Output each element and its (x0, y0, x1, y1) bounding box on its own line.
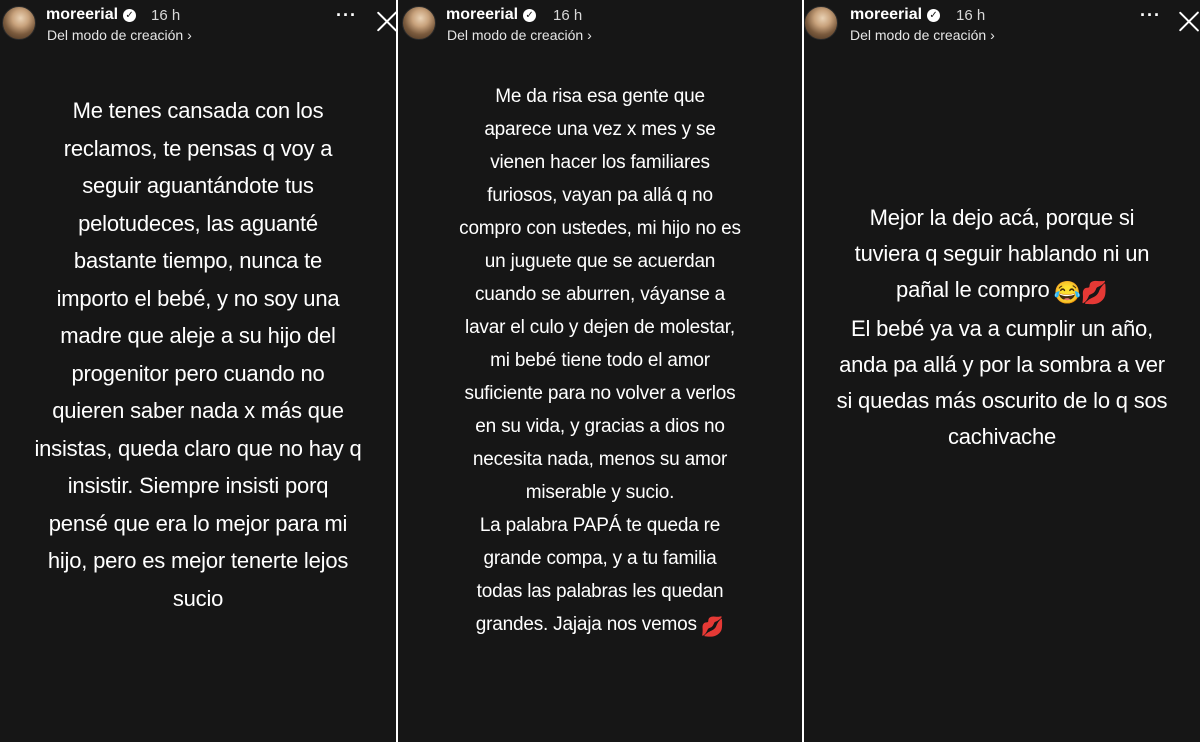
verified-badge-icon: ✓ (927, 9, 940, 22)
story-text (810, 200, 1194, 455)
story-line: un juguete que se acuerdan (484, 251, 716, 272)
story-line: furiosos, vayan pa allá q no (487, 185, 713, 206)
verified-badge-icon: ✓ (123, 9, 136, 22)
username-text[interactable]: moreerial (46, 6, 119, 23)
story-line: vienen hacer los familiares (490, 152, 710, 173)
story-line: si quedas más oscurito de lo q sos (836, 388, 1168, 413)
more-options-icon[interactable]: ··· (336, 5, 357, 25)
username[interactable] (850, 6, 940, 24)
story-line: compro con ustedes, mi hijo no es (459, 218, 741, 239)
close-icon[interactable] (1178, 10, 1200, 32)
username-text[interactable]: moreerial (850, 6, 923, 23)
story-line: bastante tiempo, nunca te (73, 248, 323, 273)
story-line-last (404, 608, 796, 644)
story-line: El bebé ya va a cumplir un año, (851, 316, 1153, 341)
story-line: mi bebé tiene todo el amor (490, 350, 710, 371)
story-line: Me da risa esa gente que (495, 86, 705, 107)
creation-mode-link[interactable]: Del modo de creación › (447, 27, 592, 43)
story-line: lavar el culo y dejen de molestar, (465, 317, 735, 338)
post-time: 16 h (151, 7, 181, 24)
kiss-lips-icon: 💋 (700, 617, 725, 638)
story-line: en su vida, y gracias a dios no (475, 416, 725, 437)
story-line: importo el bebé, y no soy una (56, 285, 340, 311)
post-time: 16 h (956, 7, 986, 24)
story-line: progenitor pero cuando no (71, 360, 325, 386)
verified-badge-icon: ✓ (523, 9, 536, 22)
story-line: cuando se aburren, váyanse a (474, 284, 726, 305)
username[interactable] (46, 6, 136, 24)
story-line: reclamos, te pensas q voy a (63, 135, 333, 161)
avatar[interactable] (402, 6, 436, 40)
avatar[interactable] (804, 6, 838, 40)
post-time: 16 h (553, 7, 583, 24)
story-line: insistir. Siempre insisti porq (67, 473, 329, 498)
story-line: anda pa allá y por la sombra a ver (839, 352, 1165, 377)
story-line-emoji (810, 272, 1194, 311)
story-line: insistas, queda claro que no hay q (34, 435, 362, 461)
story-panel-3[interactable] (804, 0, 1200, 742)
story-text (8, 92, 388, 617)
story-line: cachivache (947, 424, 1057, 449)
story-line: todas las palabras les quedan (476, 581, 724, 602)
story-line: madre que aleje a su hijo del (60, 323, 336, 348)
story-line-text: grandes. Jajaja nos vemos (475, 614, 697, 635)
story-line: sucio (172, 585, 224, 611)
story-panel-2[interactable] (398, 0, 802, 742)
avatar[interactable] (2, 6, 36, 40)
story-line: Mejor la dejo acá, porque si (869, 205, 1135, 230)
story-header (398, 0, 802, 60)
creation-mode-link[interactable]: Del modo de creación › (850, 27, 995, 43)
story-line: hijo, pero es mejor tenerte lejos (47, 548, 349, 573)
story-line: necesita nada, menos su amor (472, 449, 728, 470)
story-line: Me tenes cansada con los (72, 98, 324, 123)
more-options-icon[interactable]: ··· (1140, 5, 1161, 25)
close-icon[interactable] (376, 10, 396, 32)
story-line: La palabra PAPÁ te queda re (479, 515, 721, 536)
story-line: tuviera q seguir hablando ni un (854, 241, 1150, 266)
laughing-tears-kiss-icon: 😂💋 (1053, 280, 1108, 305)
story-line: seguir aguantándote tus (82, 173, 314, 198)
story-line: miserable y sucio. (525, 482, 675, 503)
story-header (804, 0, 1200, 60)
story-header (0, 0, 396, 60)
username-text[interactable]: moreerial (446, 6, 519, 23)
story-line: quieren saber nada x más que (52, 398, 344, 423)
story-panel-1[interactable] (0, 0, 396, 742)
story-line: pensé que era lo mejor para mi (48, 510, 348, 536)
story-line-text: pañal le compro (896, 277, 1050, 302)
story-line: suficiente para no volver a verlos (464, 383, 736, 404)
story-line: aparece una vez x mes y se (484, 119, 716, 140)
username[interactable] (446, 6, 536, 24)
story-line: grande compa, y a tu familia (483, 548, 717, 569)
story-line: pelotudeces, las aguanté (78, 210, 318, 236)
creation-mode-link[interactable]: Del modo de creación › (47, 27, 192, 43)
story-text (404, 80, 796, 644)
